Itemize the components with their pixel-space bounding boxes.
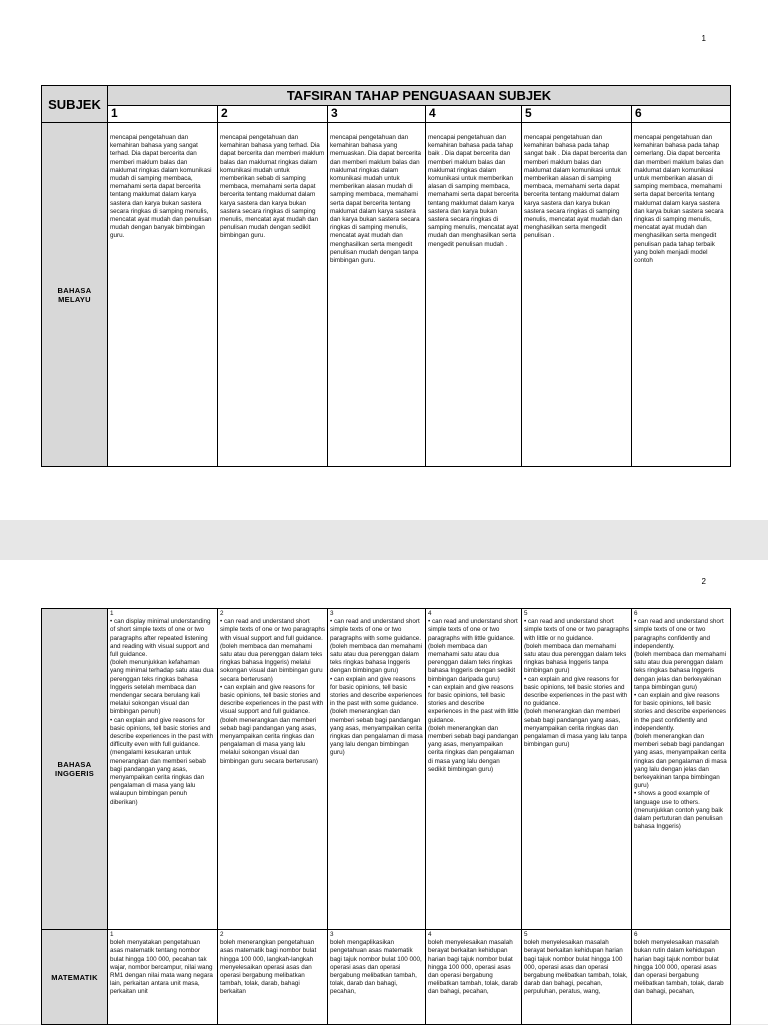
mastery-table-page-2 <box>41 608 731 1025</box>
level-header-2: 2 <box>218 106 328 123</box>
bi-level-5 <box>522 609 632 930</box>
level-header-6: 6 <box>632 106 731 123</box>
bm-level-1: mencapai pengetahuan dan kemahiran bahasa yang sangat terhad. Dia dapat bercerita dan memberi maklum balas dan maklumat ringkas dalam komunikasi mudah di samping membaca, memahami serta dapat bercerita tentang maklumat dalam karya sastera dan karya bukan sastera secara ringkas di samping menulis, mencatat ayat mudah dan penulisan mudah dengan banyak bimbingan guru. <box>108 123 218 467</box>
subjek-header: SUBJEK <box>42 86 108 123</box>
bm-level-6: mencapai pengetahuan dan kemahiran bahasa pada tahap cemerlang. Dia dapat bercerita dan memberi maklum balas dan maklumat dalam komunikasi untuk memberikan alasan di samping membaca, memahami serta dapat bercerita tentang maklumat dalam karya sastera dan karya bukan sastera secara ringkas di samping menulis, mencatat ayat mudah dan menghasilkan serta mengedit penulisan pada tahap terbaik yang boleh menjadi model contoh <box>632 123 731 467</box>
subject-bahasa-melayu: BAHASA MELAYU <box>42 123 108 467</box>
table-title: TAFSIRAN TAHAP PENGUASAAN SUBJEK <box>108 86 731 106</box>
mt-level-5: 5 boleh menyelesaikan masalah berayat berkaitan kehidupan harian bagi tajuk nombor bulat hingga 100 000, operasi asas dan operasi bergabung melibatkan tambah, tolak, darab dan bahagi, pecahan, perpuluhan, peratus, wang, <box>522 930 632 1025</box>
mastery-table-page-1 <box>41 85 731 467</box>
bi-level-5-text: • can read and understand short simple texts of one or two paragraphs with little or no guidance. (boleh membaca dan memahami satu atau dua perenggan dalam teks ringkas bahasa Inggeris tanpa bimbingan guru) • can explain and give reasons for basic opinions, tell basic stories and describe experiences in the past with no guidance. (boleh menerangkan dan memberi sebab bagi pandangan yang asas, menyampaikan cerita ringkas dan pengalaman di masa yang lalu tanpa bimbingan guru) <box>524 618 630 749</box>
subject-matematik: MATEMATIK <box>42 930 108 1025</box>
level-header-1: 1 <box>108 106 218 123</box>
mt-level-2: 2 boleh menerangkan pengetahuan asas matematik bagi nombor bulat hingga 100 000, langkah-langkah menyelesaikan operasi asas dan operasi bergabung melibatkan tambah, tolak, darab, bahagi berkaitan <box>218 930 328 1025</box>
bi-level-3 <box>328 609 426 930</box>
bi-level-4-number: 4 <box>428 610 432 617</box>
table-row <box>42 609 731 930</box>
subject-bahasa-inggeris: BAHASA INGGERIS <box>42 609 108 930</box>
level-header-4: 4 <box>426 106 522 123</box>
bi-level-3-number: 3 <box>330 610 334 617</box>
document-page-2 <box>0 560 768 1024</box>
level-header-5: 5 <box>522 106 632 123</box>
page-number: 2 <box>701 577 706 586</box>
bi-level-6: 6 • can read and understand short simple texts of one or two paragraphs confidently and independently. (boleh membaca dan memahami satu atau dua perenggan dalam teks ringkas bahasa Inggeris dengan jelas dan berkeyakinan tanpa bimbingan guru) • can explain and give reasons for basic opinions, tell basic stories and describe experiences in the past confidently and independently. (boleh menerangkan dan memberi sebab bagi pandangan yang asas, menyampaikan cerita ringkas dan pengalaman di masa yang lalu dengan jelas dan berkeyakinan tanpa bimbingan guru) • shows a good example of language use to others. (menunjukkan contoh yang baik dalam pertuturan dan penulisan bahasa Inggeris) <box>632 609 731 930</box>
table-row <box>42 930 731 1025</box>
level-header-3: 3 <box>328 106 426 123</box>
mt-level-4: 4 boleh menyelesaikan masalah berayat berkaitan kehidupan harian bagi tajuk nombor bulat hingga 100 000, operasi asas dan operasi bergabung melibatkan tambah, tolak, darab dan bahagi, pecahan, <box>426 930 522 1025</box>
bi-level-3-text: • can read and understand short simple texts of one or two paragraphs with some guidance. (boleh membaca dan memahami satu atau dua perenggan dalam teks ringkas bahasa Inggeris dengan bimbingan guru) • can explain and give reasons for basic opinions, tell basic stories and describe experiences in the past with some guidance. (boleh menerangkan dan memberi sebab bagi pandangan yang asas, menyampaikan cerita ringkas dan pengalaman di masa yang lalu dengan bimbingan guru) <box>330 618 423 757</box>
bi-level-4-text: • can read and understand short simple texts of one or two paragraphs with little guidance. (boleh membaca dan memahami satu atau dua perenggan dalam teks ringkas bahasa Inggeris dengan sedikit bimbingan daripada guru) • can explain and give reasons for basic opinions, tell basic stories and describe experiences in the past with little guidance. (boleh menerangkan dan memberi sebab bagi pandangan yang asas, menyampaikan cerita ringkas dan pengalaman di masa yang lalu dengan sedikit bimbingan guru) <box>428 618 519 773</box>
page-number: 1 <box>701 34 706 43</box>
bm-level-4: mencapai pengetahuan dan kemahiran bahasa pada tahap baik . Dia dapat bercerita dan memberi maklum balas dan maklumat ringkas dalam komunikasi untuk memberikan alasan di samping membaca, memahami serta dapat bercerita tentang maklumat dalam karya sastera dan karya bukan sastera secara ringkas di samping menulis, mencatat ayat mudah dan menghasilkan serta mengedit penulisan mudah . <box>426 123 522 467</box>
bi-level-5-number: 5 <box>524 610 528 617</box>
bi-level-1: 1 • can display minimal understanding of short simple texts of one or two paragraphs after repeated listening and reading with visual support and full guidance. (boleh menunjukkan kefahaman yang minimal terhadap satu atau dua perenggan teks ringkas bahasa Inggeris setelah membaca dan mendengar secara berulang kali melalui sokongan visual dan bimbingan penuh) • can explain and give reasons for basic opinions, tell basic stories and describe experiences in the past with difficulty even with full guidance. (mengalami kesukaran untuk menerangkan dan memberi sebab bagi pandangan yang asas, menyampaikan cerita ringkas dan pengalaman di masa yang lalu walaupun bimbingan penuh diberikan) <box>108 609 218 930</box>
bi-level-2: 2 • can read and understand short simple texts of one or two paragraphs with visual support and full guidance. (boleh membaca dan memahami satu atau dua perenggan dalam teks ringkas bahasa Inggeris) melalui sokongan visual dan bimbingan guru secara berterusan) • can explain and give reasons for basic opinions, tell basic stories and describe experiences in the past with visual support and full guidance. (boleh menerangkan dan memberi sebab bagi pandangan yang asas, menyampaikan cerita ringkas dan pengalaman di masa yang lalu melalui sokongan visual dan bimbingan guru secara berterusan) <box>218 609 328 930</box>
bm-level-5: mencapai pengetahuan dan kemahiran bahasa pada tahap sangat baik . Dia dapat bercerita dan memberi maklum balas dan maklumat dalam komunikasi untuk memberikan alasan di samping membaca, memahami serta dapat bercerita tentang maklumat dalam karya sastera dan karya bukan sastera secara ringkas di samping menulis, mencatat ayat mudah dan menghasilkan serta mengedit penulisan . <box>522 123 632 467</box>
bm-level-2: mencapai pengetahuan dan kemahiran bahasa yang terhad. Dia dapat bercerita dan memberi maklum balas dan maklumat ringkas dalam komunikasi mudah untuk memberikan sebab di samping membaca, memahami serta dapat bercerita tentang maklumat dalam karya sastera dan karya bukan sastera secara ringkas di samping menulis, mencatat ayat mudah dan penulisan mudah dengan sedikit bimbingan guru. <box>218 123 328 467</box>
mt-level-6: 6 boleh menyelesaikan masalah bukan rutin dalam kehidupan harian bagi tajuk nombor bulat hingga 100 000, operasi asas dan operasi bergabung melibatkan tambah, tolak, darab dan bahagi, pecahan, <box>632 930 731 1025</box>
bi-level-4 <box>426 609 522 930</box>
mt-level-3: 3 boleh mengaplikasikan pengetahuan asas matematik bagi tajuk nombor bulat 100 000, operasi asas dan operasi bergabung melibatkan tambah, tolak, darab dan bahagi, pecahan, <box>328 930 426 1025</box>
bm-level-3: mencapai pengetahuan dan kemahiran bahasa yang memuaskan. Dia dapat bercerita dan memberi maklum balas dan maklumat ringkas dalam komunikasi mudah untuk memberikan alasan mudah di samping membaca, memahami serta dapat bercerita tentang maklumat dalam karya sastera dan karya bukan sastera secara ringkas di samping menulis, mencatat ayat mudah dan menghasilkan serta mengedit penulisan mudah dengan tanpa bimbingan guru. <box>328 123 426 467</box>
table-row <box>42 123 731 467</box>
mt-level-1: 1 boleh menyatakan pengetahuan asas matematik tentang nombor bulat hingga 100 000, pecahan tak wajar, nombor bercampur, nilai wang RM1 dengan nilai mata wang negara lain, perkaitan antara unit masa, perkaitan unit <box>108 930 218 1025</box>
